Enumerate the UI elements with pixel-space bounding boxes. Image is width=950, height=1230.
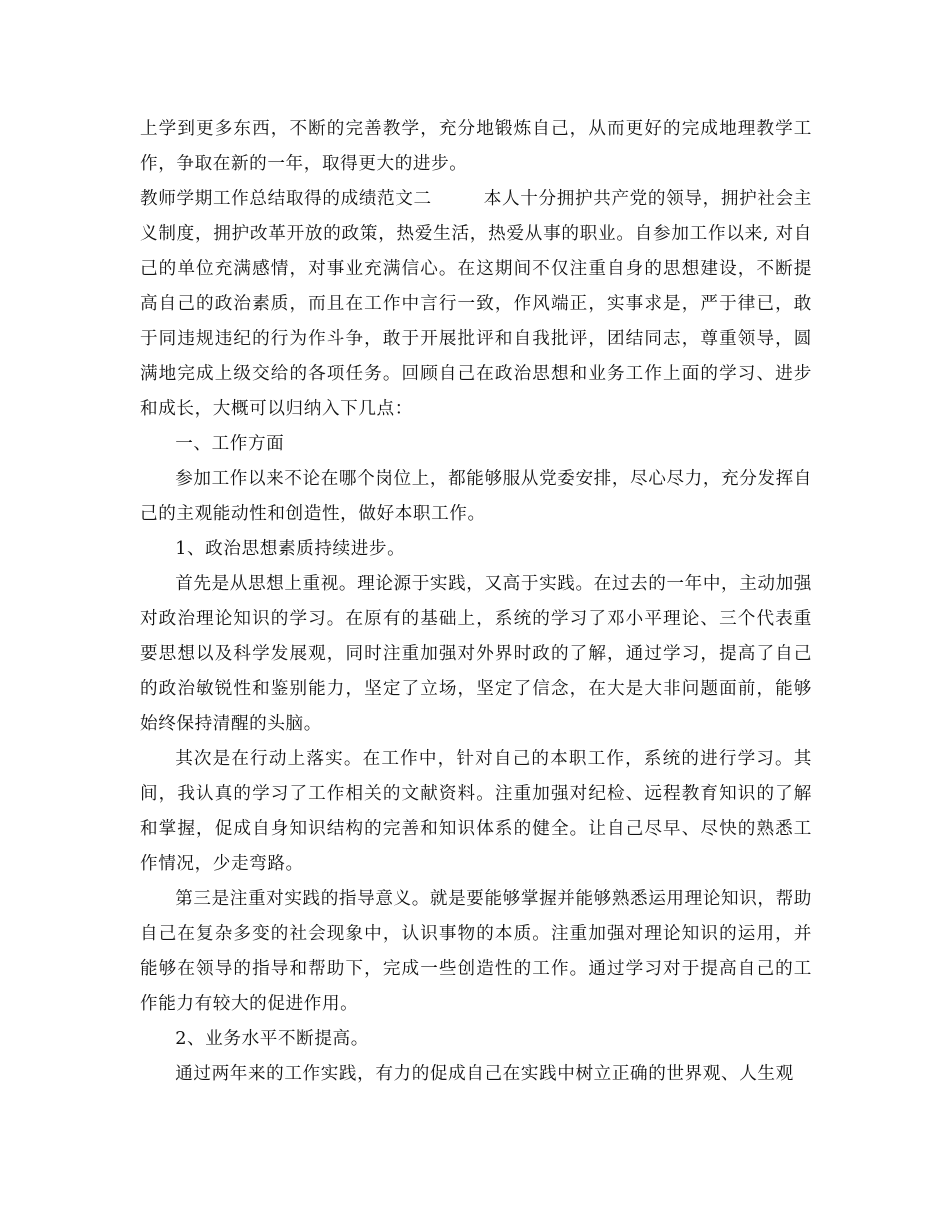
paragraph-7: 第三是注重对实践的指导意义。就是要能够掌握并能够熟悉运用理论知识，帮助自己在复杂多变的社会现象中，认识事物的本质。注重加强对理论知识的运用，并能够在领导的指导和帮助下，完成一些创造性的工作。通过学习对于提高自己的工作能力有较大的促进作用。	[140, 889, 812, 1014]
paragraph-9: 通过两年来的工作实践，有力的促成自己在实践中树立正确的世界观、人生观	[175, 1064, 794, 1084]
section-title: 教师学期工作总结取得的成绩范文二	[140, 189, 432, 209]
paragraph-1	[140, 182, 812, 427]
document-body	[140, 112, 812, 1092]
paragraph-3: 参加工作以来不论在哪个岗位上，都能够服从党委安排，尽心尽力，充分发挥自己的主观能动性和创造性，做好本职工作。	[140, 469, 812, 524]
heading-political: 1、政治思想素质持续进步。	[175, 539, 406, 559]
heading-work: 一、工作方面	[175, 434, 285, 454]
paragraph-0: 上学到更多东西，不断的完善教学，充分地锻炼自己，从而更好的完成地理教学工作，争取在新的一年，取得更大的进步。	[140, 119, 812, 174]
paragraph-5: 首先是从思想上重视。理论源于实践，又高于实践。在过去的一年中，主动加强对政治理论知识的学习。在原有的基础上，系统的学习了邓小平理论、三个代表重要思想以及科学发展观，同时注重加强对外界时政的了解，通过学习，提高了自己的政治敏锐性和鉴别能力，坚定了立场，坚定了信念，在大是大非问题面前，能够始终保持清醒的头脑。	[140, 574, 812, 734]
paragraph-6: 其次是在行动上落实。在工作中，针对自己的本职工作，系统的进行学习。其间，我认真的学习了工作相关的文献资料。注重加强对纪检、远程教育知识的了解和掌握，促成自身知识结构的完善和知识体系的健全。让自己尽早、尽快的熟悉工作情况，少走弯路。	[140, 749, 812, 874]
heading-business: 2、业务水平不断提高。	[175, 1029, 369, 1049]
paragraph-1-text: 本人十分拥护共产党的领导，拥护社会主义制度，拥护改革开放的政策，热爱生活，热爱从事的职业。自参加工作以来, 对自己的单位充满感情，对事业充满信心。在这期间不仅注重自身的思想建设，不断提高自己的政治素质，而且在工作中言行一致，作风端正，实事求是，严于律已，敢于同违规违纪的行为作斗争，敢于开展批评和自我批评，团结同志，尊重领导，圆满地完成上级交给的各项任务。回顾自己在政治思想和业务工作上面的学习、进步和成长，大概可以归纳入下几点：	[140, 189, 812, 419]
